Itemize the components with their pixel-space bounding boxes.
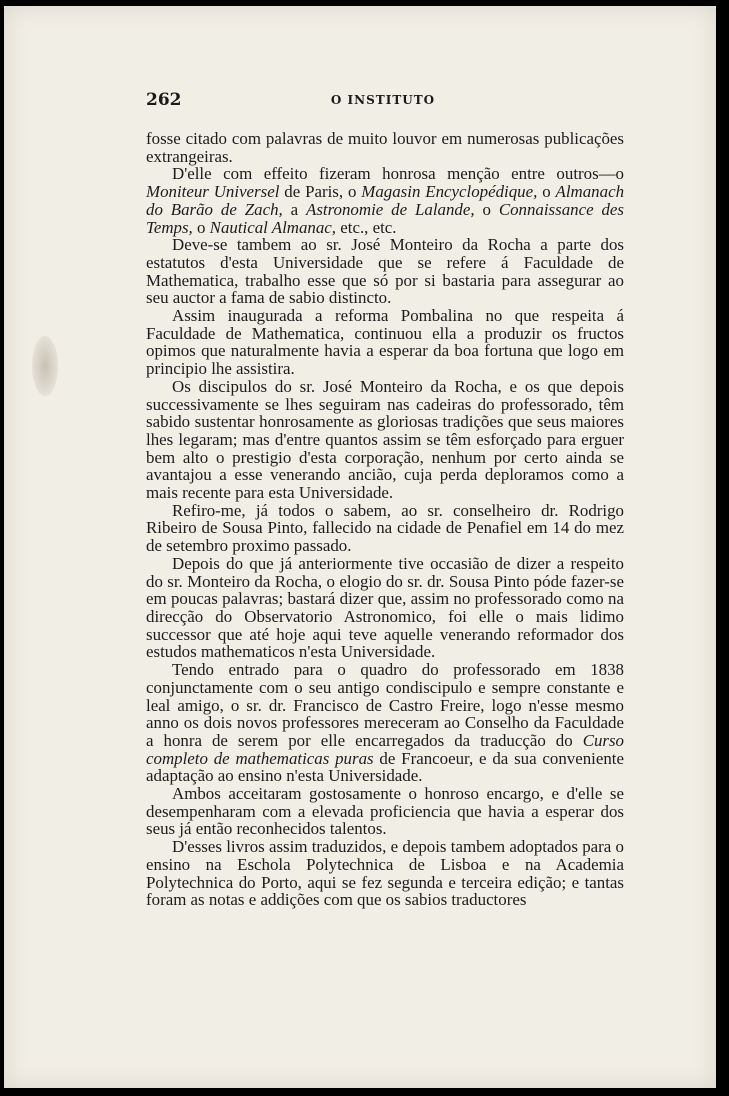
paragraph-8: Tendo entrado para o quadro do professorado em 1838 conjunctamente com o seu antigo condiscipulo e sempre constante e leal amigo, o sr. dr. Francisco de Castro Freire, logo n'esse mesmo anno os dois novos professores mereceram ao Conselho da Faculdade a honra de serem por elle encarregados da traducção do Curso completo de mathematicas puras de Francoeur, e da sua conveniente adaptação ao ensino n'esta Universidade. xyxy=(146,660,624,786)
paragraph-5: Os discipulos do sr. José Monteiro da Rocha, e os que depois successivamente se lhes seguiram nas cadeiras do professorado, têm sabido sustentar honrosamente as gloriosas tradições que seus maiores lhes legaram; mas d'entre quantos assim se têm esforçado para erguer bem alto o prestigio d'esta corporação, nenhum por certo ainda se avantajou a esse venerando ancião, cuja perda deploramos como a mais recente para esta Universidade. xyxy=(146,376,624,503)
paragraph-10: D'esses livros assim traduzidos, e depois tambem adoptados para o ensino na Eschola Polytechnica de Lisboa e na Academia Polytechnica do Porto, aqui se fez segunda e terceira edição; e tantas foram as notas e addições com que os sabios traductores xyxy=(146,837,624,910)
running-title: O INSTITUTO xyxy=(330,93,436,107)
paragraph-6: Refiro-me, já todos o sabem, ao sr. conselheiro dr. Rodrigo Ribeiro de Sousa Pinto, fallecido na cidade de Penafiel em 14 do mez de setembro proximo passado. xyxy=(146,500,624,556)
page-header xyxy=(146,90,620,112)
paragraph-4: Assim inaugurada a reforma Pombalina no que respeita á Faculdade de Mathematica, continuou ella a produzir os fructos opimos que naturalmente havia a esperar da boa fortuna que logo em principio lhe assistira. xyxy=(146,306,624,379)
paragraph-9: Ambos acceitaram gostosamente o honroso encargo, e d'elle se desempenharam com a elevada proficiencia que havia a esperar dos seus já então reconhecidos talentos. xyxy=(146,784,624,839)
paper-stain xyxy=(32,336,58,396)
paragraph-2: D'elle com effeito fizeram honrosa menção entre outros—o Moniteur Universel de Paris, o Magasin Encyclopédique, o Almanach do Barão de Zach, a Astronomie de Lalande, o Connaissance des Temps, o Nautical Almanac, etc., etc. xyxy=(146,164,625,237)
paragraph-1: fosse citado com palavras de muito louvor em numerosas publicações extrangeiras. xyxy=(146,129,624,166)
paragraph-7: Depois do que já anteriormente tive occasião de dizer a respeito do sr. Monteiro da Rocha, o elogio do sr. dr. Sousa Pinto póde fazer-se em poucas palavras; bastará dizer que, assim no professorado como na direcção do Observatorio Astronomico, foi elle o mais lidimo successor que até hoje aqui teve aquelle venerando reformador dos estudos mathematicos n'esta Universidade. xyxy=(146,553,624,662)
page-number: 262 xyxy=(146,90,182,110)
body-text xyxy=(146,130,624,909)
paragraph-3: Deve-se tambem ao sr. José Monteiro da Rocha a parte dos estatutos d'esta Universidade que se refere á Faculdade de Mathematica, trabalho esse que só por si bastaria para assegurar ao seu auctor a fama de sabio distincto. xyxy=(146,235,624,308)
